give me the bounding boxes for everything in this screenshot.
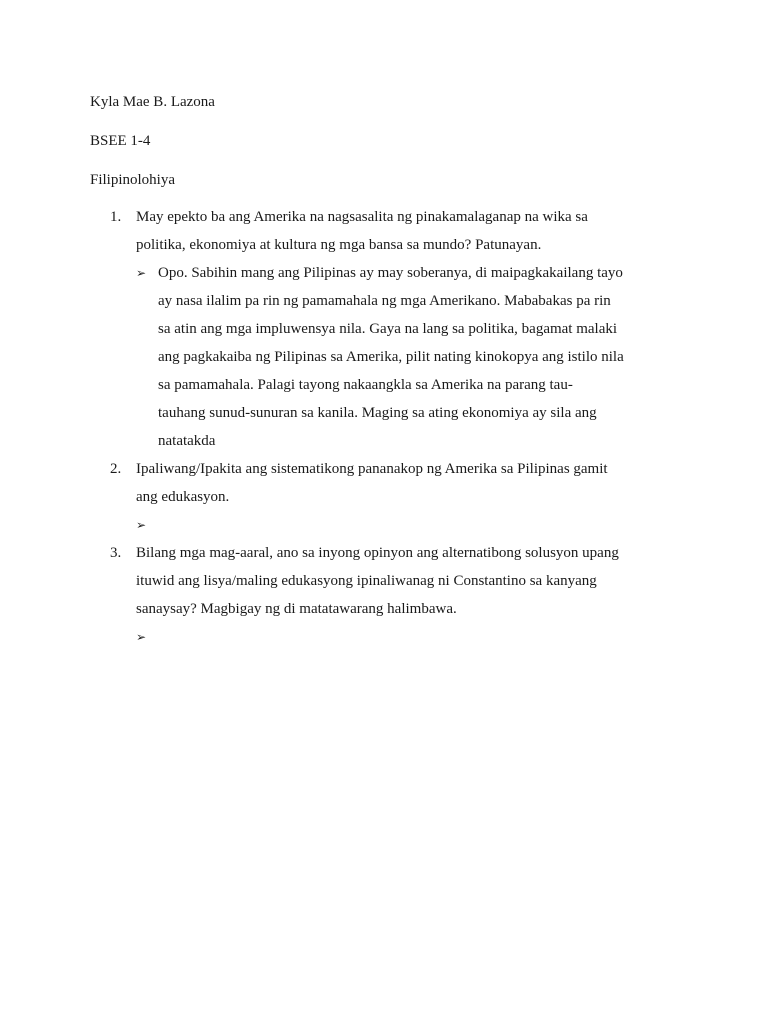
question-number: 3.	[110, 545, 122, 561]
question-text: May epekto ba ang Amerika na nagsasalita ng pinakamalaganap na wika sa politika, ekonomiya at kultura ng mga bansa sa mundo? Patunayan.	[136, 209, 588, 253]
question-number: 1.	[110, 209, 122, 225]
arrow-bullet-icon: ➢	[136, 266, 147, 280]
answer-text: Opo. Sabihin mang ang Pilipinas ay may soberanya, di maipagkakailang tayo ay nasa ilalim pa rin ng pamamahala ng mga Amerikano. Mababakas pa rin sa atin ang mga impluwensya nila. Gaya na lang sa politika, bagamat malaki ang pagkakaiba ng Pilipinas sa Amerika, pilit nating kinokopya ang istilo nila sa pamamahala. Palagi tayong nakaangkla sa Amerika na parang tau- tauhang sunud-sunuran sa kanila. Maging sa ating ekonomiya ay sila ang natatakda	[158, 265, 624, 449]
question-number: 2.	[110, 461, 122, 477]
student-section: BSEE 1-4	[90, 133, 151, 149]
question-text: Bilang mga mag-aaral, ano sa inyong opinyon ang alternatibong solusyon upang ituwid ang lisya/maling edukasyong ipinaliwanag ni Constantino sa kanyang sanaysay? Magbigay ng di matatawarang halimbawa.	[136, 545, 619, 617]
subject-title: Filipinolohiya	[90, 172, 176, 188]
question-text: Ipaliwang/Ipakita ang sistematikong pananakop ng Amerika sa Pilipinas gamit ang edukasyon.	[136, 461, 608, 505]
student-name: Kyla Mae B. Lazona	[90, 94, 215, 110]
arrow-bullet-icon: ➢	[136, 630, 147, 644]
arrow-bullet-icon: ➢	[136, 518, 147, 532]
